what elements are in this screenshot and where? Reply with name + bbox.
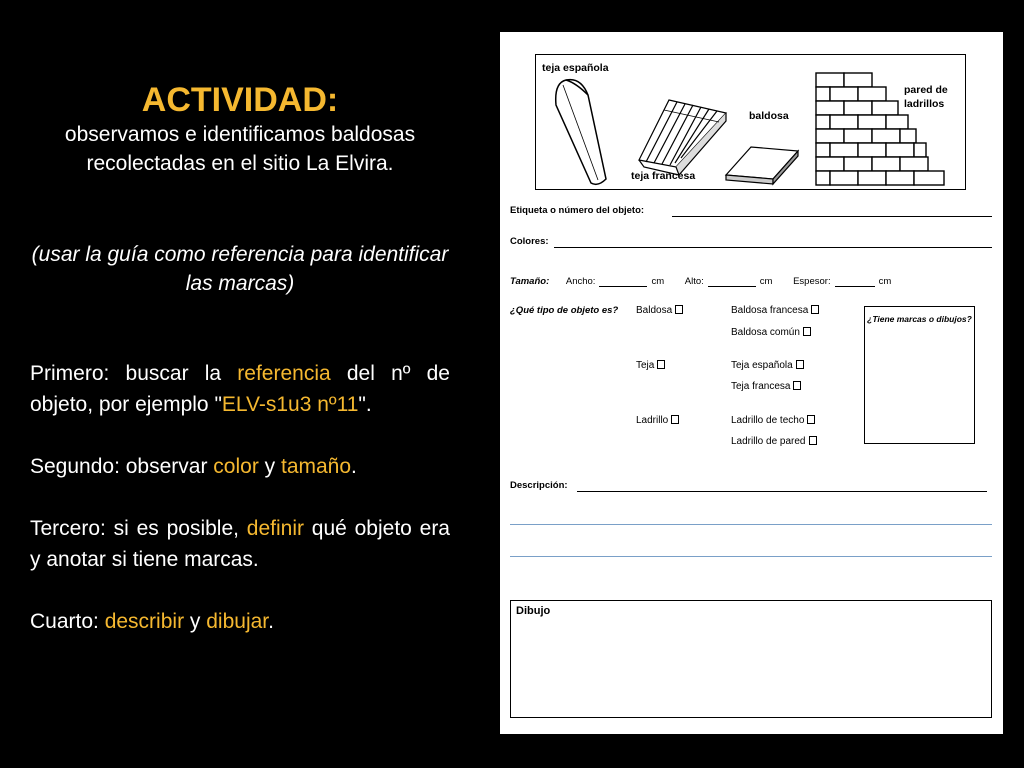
- teja-francesa-drawing: [639, 100, 726, 175]
- brick-wall-drawing: [816, 73, 944, 185]
- activity-panel: [30, 80, 450, 637]
- label-dibujo: Dibujo: [516, 605, 551, 617]
- option-ladrillo[interactable]: Ladrillo: [636, 415, 679, 426]
- tiles-drawing: [536, 55, 967, 191]
- label-baldosa: baldosa: [749, 110, 789, 122]
- label-colores: Colores:: [510, 236, 549, 247]
- step-1: Primero: buscar la referencia del nº de objeto, por ejemplo "ELV-s1u3 nº11".: [30, 362, 450, 416]
- descripcion-line-3[interactable]: [510, 556, 992, 557]
- worksheet: [500, 32, 1003, 734]
- step-4: Cuarto: describir y dibujar.: [30, 610, 274, 633]
- descripcion-line-1[interactable]: [577, 491, 987, 492]
- option-baldosa-francesa[interactable]: Baldosa francesa: [731, 305, 819, 316]
- step-3: Tercero: si es posible, definir qué objeto era y anotar si tiene marcas.: [30, 517, 450, 571]
- label-pared: pared de ladrillos: [904, 84, 948, 110]
- dibujo-box[interactable]: [510, 600, 992, 718]
- baldosa-drawing: [726, 147, 798, 184]
- option-ladrillo-pared[interactable]: Ladrillo de pared: [731, 436, 817, 447]
- label-etiqueta: Etiqueta o número del objeto:: [510, 205, 645, 216]
- descripcion-line-2[interactable]: [510, 524, 992, 525]
- activity-note: (usar la guía como referencia para identificar las marcas): [31, 243, 449, 295]
- label-descripcion: Descripción:: [510, 480, 568, 491]
- teja-espanola-drawing: [556, 80, 606, 185]
- colores-line[interactable]: [554, 247, 992, 248]
- option-teja[interactable]: Teja: [636, 360, 665, 371]
- etiqueta-line[interactable]: [672, 216, 992, 217]
- activity-subtitle: observamos e identificamos baldosas recolectadas en el sitio La Elvira.: [64, 123, 416, 175]
- marks-box[interactable]: ¿Tiene marcas o dibujos?: [864, 306, 975, 444]
- activity-title: ACTIVIDAD:: [141, 81, 339, 119]
- tile-illustrations: [535, 54, 966, 190]
- size-row: Tamaño: Ancho: cm Alto: cm Espesor: cm: [510, 276, 892, 287]
- step-2: Segundo: observar color y tamaño.: [30, 455, 357, 478]
- option-baldosa-comun[interactable]: Baldosa común: [731, 327, 811, 338]
- label-tipo: ¿Qué tipo de objeto es?: [510, 305, 619, 316]
- label-teja-espanola: teja española: [542, 62, 609, 74]
- alto-blank[interactable]: [708, 278, 756, 287]
- option-baldosa[interactable]: Baldosa: [636, 305, 683, 316]
- label-teja-francesa: teja francesa: [631, 170, 696, 182]
- espesor-blank[interactable]: [835, 278, 875, 287]
- option-teja-francesa[interactable]: Teja francesa: [731, 381, 801, 392]
- option-ladrillo-techo[interactable]: Ladrillo de techo: [731, 415, 815, 426]
- option-teja-espanola[interactable]: Teja española: [731, 360, 804, 371]
- ancho-blank[interactable]: [599, 278, 647, 287]
